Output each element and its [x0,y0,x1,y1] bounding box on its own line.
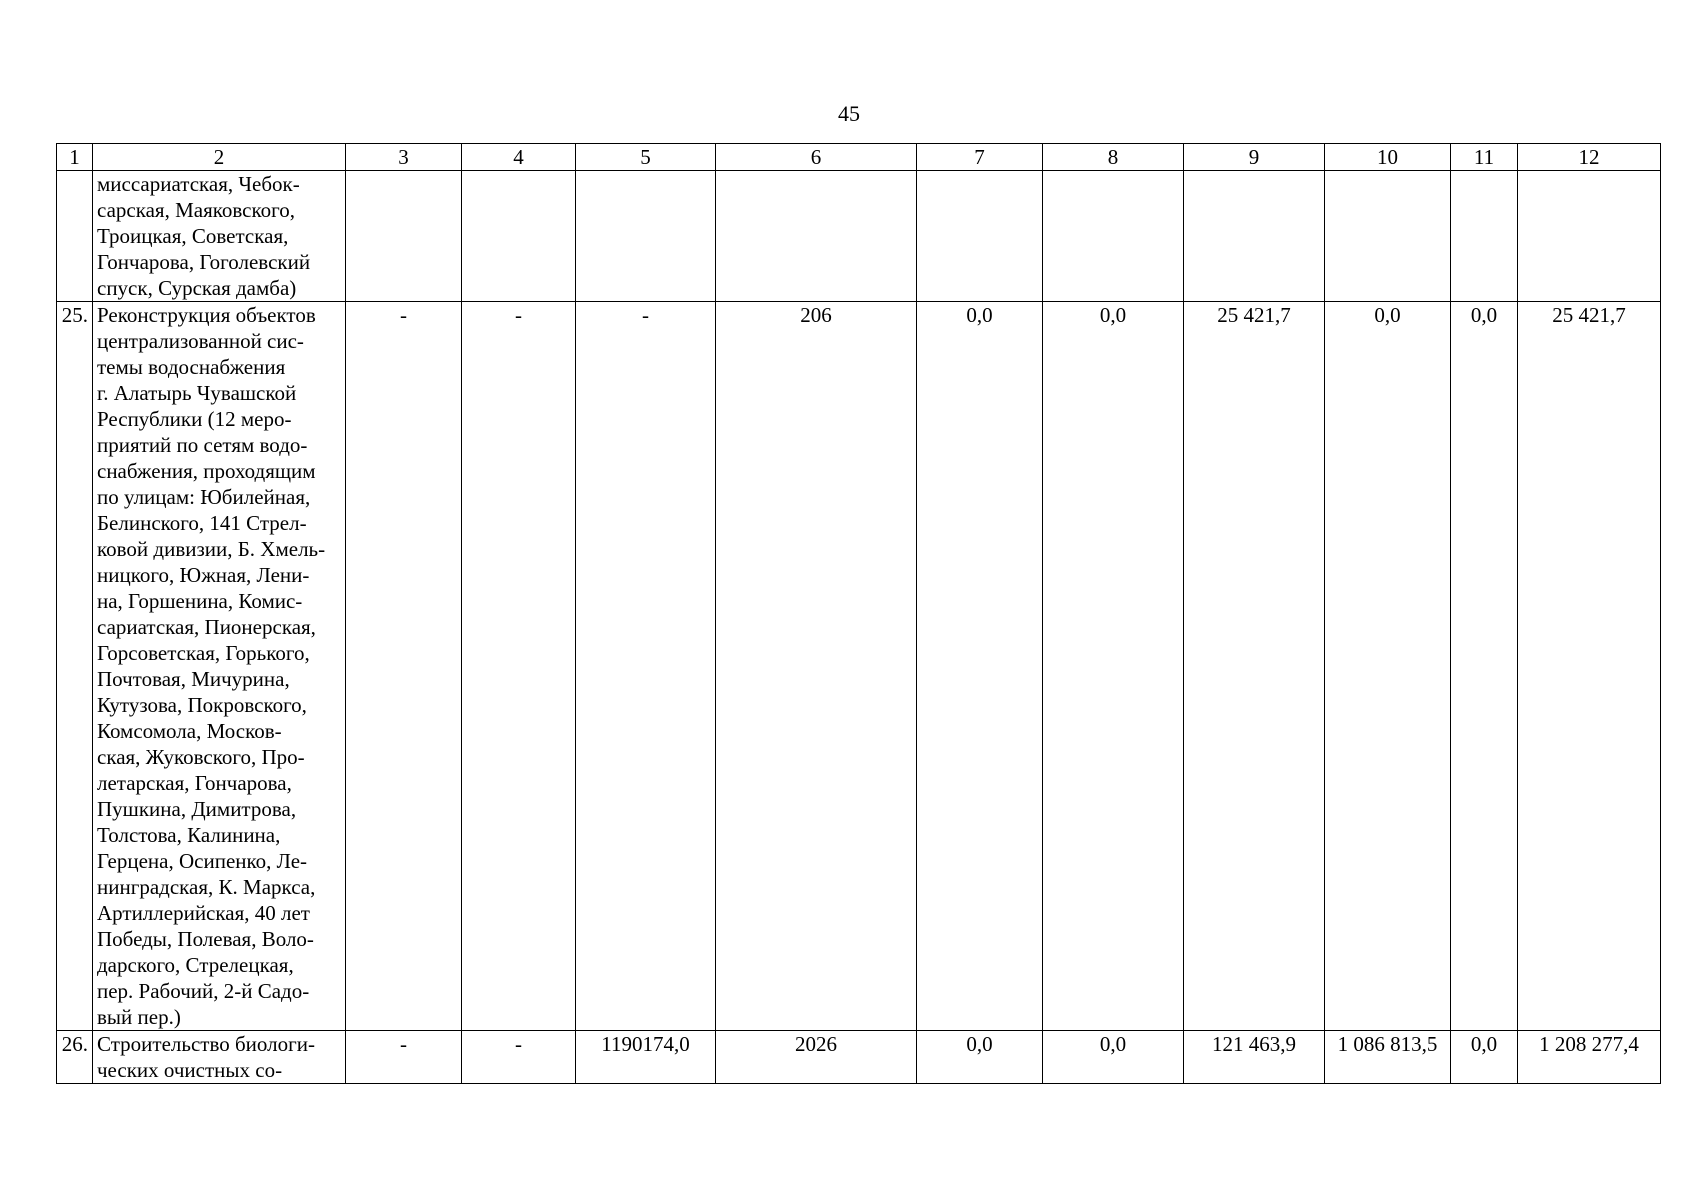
description-line: г. Алатырь Чувашской [97,381,297,405]
description-line: ческих очистных со- [97,1058,283,1082]
description-line: Толстова, Калинина, [97,823,281,847]
description-line: на, Горшенина, Комис- [97,589,303,613]
column-header: 8 [1043,144,1184,171]
table-row [57,302,1661,1031]
column-header: 11 [1451,144,1518,171]
table-cell: 0,0 [917,1031,1043,1084]
description-line: ницкого, Южная, Лени- [97,563,310,587]
description-line: централизованной сис- [97,329,304,353]
column-header: 10 [1325,144,1451,171]
table-cell: - [346,1031,462,1084]
description-line: вый пер.) [97,1005,181,1029]
table-cell: 0,0 [1043,302,1184,1031]
description-line: Белинского, 141 Стрел- [97,511,307,535]
table-cell: 0,0 [1451,1031,1518,1084]
column-header: 6 [716,144,917,171]
description-line: Победы, Полевая, Воло- [97,927,314,951]
description-line: Строительство биологи- [97,1032,315,1056]
description-line: Комсомола, Москов- [97,719,282,743]
description-line: сарская, Маяковского, [97,198,295,222]
row-index: 26. [57,1031,93,1084]
row-description [93,171,346,302]
description-line: спуск, Сурская дамба) [97,276,297,300]
table-cell [462,171,576,302]
column-header: 5 [576,144,716,171]
page-number: 45 [838,101,860,126]
table-cell [1451,171,1518,302]
description-line: по улицам: Юбилейная, [97,485,311,509]
description-line: ковой дивизии, Б. Хмель- [97,537,326,561]
table-cell [1184,171,1325,302]
description-line: Реконструкция объектов [97,303,316,327]
description-line: нинградская, К. Маркса, [97,875,316,899]
row-index [57,171,93,302]
description-line: дарского, Стрелецкая, [97,953,294,977]
table-cell: 121 463,9 [1184,1031,1325,1084]
table-cell: 1 208 277,4 [1518,1031,1661,1084]
column-header: 1 [57,144,93,171]
column-header: 3 [346,144,462,171]
description-line: сариатская, Пионерская, [97,615,316,639]
description-line: Республики (12 меро- [97,407,292,431]
table-cell [346,171,462,302]
description-line: Пушкина, Димитрова, [97,797,297,821]
table-cell [1325,171,1451,302]
table-cell: 1 086 813,5 [1325,1031,1451,1084]
description-line: Кутузова, Покровского, [97,693,307,717]
description-line: Горсоветская, Горького, [97,641,310,665]
row-description [93,1031,346,1084]
description-line: снабжения, проходящим [97,459,316,483]
description-line: Гончарова, Гоголевский [97,250,311,274]
column-number-row [57,144,1661,171]
description-line: темы водоснабжения [97,355,286,379]
table-cell: 2026 [716,1031,917,1084]
column-header: 9 [1184,144,1325,171]
description-line: Артиллерийская, 40 лет [97,901,310,925]
table-cell: 25 421,7 [1518,302,1661,1031]
table-cell: 1190174,0 [576,1031,716,1084]
table-cell: - [346,302,462,1031]
column-header: 12 [1518,144,1661,171]
table-cell [576,171,716,302]
table-cell: 25 421,7 [1184,302,1325,1031]
description-line: Почтовая, Мичурина, [97,667,290,691]
table-cell: 0,0 [1325,302,1451,1031]
data-table [56,143,1661,1084]
table-row [57,171,1661,302]
column-header: 2 [93,144,346,171]
table-cell [1518,171,1661,302]
description-line: пер. Рабочий, 2-й Садо- [97,979,310,1003]
table-cell: - [576,302,716,1031]
table-cell: 0,0 [1451,302,1518,1031]
row-description [93,302,346,1031]
column-header: 4 [462,144,576,171]
table-cell: 206 [716,302,917,1031]
description-line: ская, Жуковского, Про- [97,745,305,769]
table-cell [716,171,917,302]
column-header: 7 [917,144,1043,171]
table-cell: - [462,1031,576,1084]
description-line: летарская, Гончарова, [97,771,292,795]
description-line: Герцена, Осипенко, Ле- [97,849,308,873]
table-cell [917,171,1043,302]
table-row [57,1031,1661,1084]
table-cell: 0,0 [917,302,1043,1031]
row-index: 25. [57,302,93,1031]
table-cell: 0,0 [1043,1031,1184,1084]
description-line: приятий по сетям водо- [97,433,308,457]
table-cell: - [462,302,576,1031]
description-line: миссариатская, Чебок- [97,172,300,196]
table-cell [1043,171,1184,302]
description-line: Троицкая, Советская, [97,224,289,248]
